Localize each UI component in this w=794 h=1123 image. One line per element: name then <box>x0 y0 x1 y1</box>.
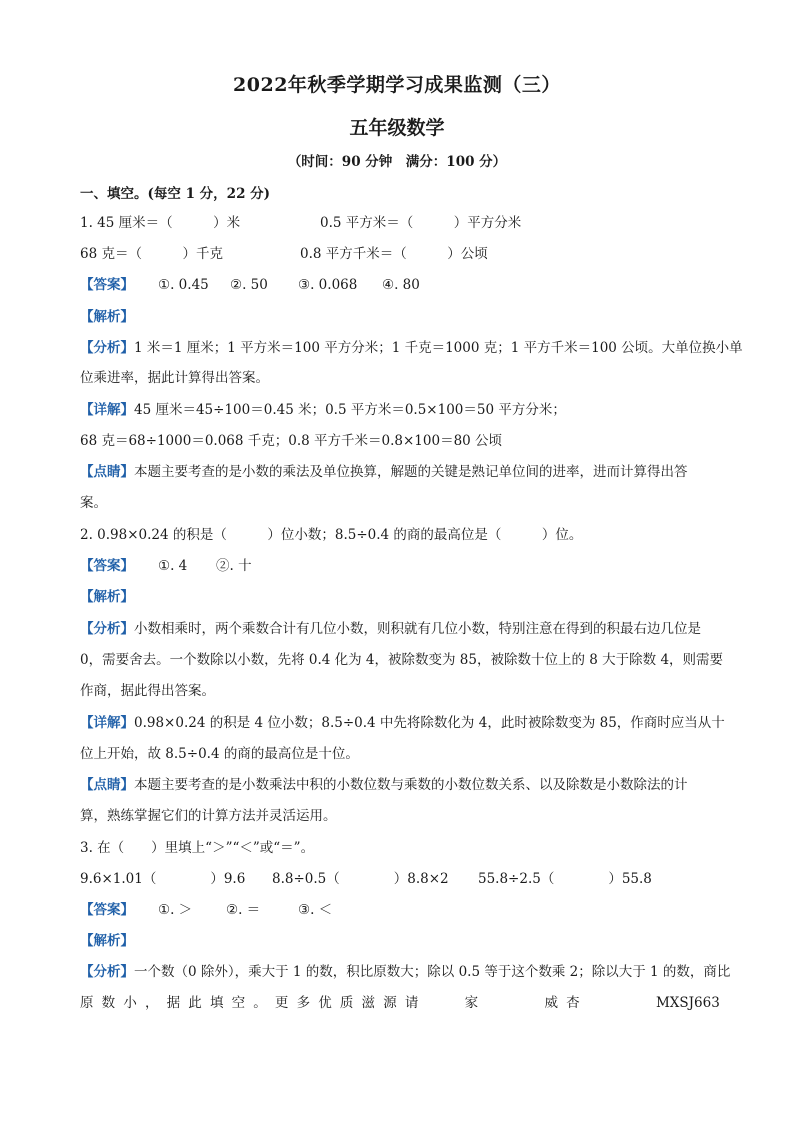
q3-item-b: 8.8÷0.5（ ）8.8×2 <box>272 871 449 887</box>
q2-question: 2. 0.98×0.24 的积是（ ）位小数；8.5÷0.4 的商的最高位是（ ）位。 <box>80 527 583 543</box>
q2-fenxi-line-1: 【分析】小数相乘时，两个乘数合计有几位小数，则积就有几位小数，特别注意在得到的积最右边几位是 <box>80 621 701 637</box>
word: 空 <box>231 995 246 1011</box>
page-title: 2022年秋季学期学习成果监测（三） <box>233 74 561 96</box>
word: 数 <box>101 995 116 1011</box>
q2-dianjing-line-1: 【点睛】本题主要考查的是小数乘法中积的小数位数与乘数的小数位数关系、以及除数是小数除法的计 <box>80 777 688 793</box>
word: ， <box>144 995 159 1011</box>
q3-answer-1: ①. ＞ <box>158 902 193 918</box>
q1-answer-3: ③. 0.068 <box>298 277 358 293</box>
word: 更 <box>274 995 289 1011</box>
q1-dianjing-line-2: 案。 <box>80 495 107 511</box>
q1-item-a: 1. 45 厘米＝（ ）米 <box>80 215 241 231</box>
q2-answer-1: ①. 4 <box>158 558 188 574</box>
word: 请 <box>404 995 419 1011</box>
q2-answer-tag: 【答案】 <box>80 558 134 574</box>
q1-answer-2: ②. 50 <box>230 277 268 293</box>
exam-meta: （时间：90 分钟 满分：100 分） <box>287 154 507 170</box>
q3-fenxi-line-1: 【分析】一个数（0 除外），乘大于 1 的数，积比原数大；除以 0.5 等于这个数乘 2；除以大于 1 的数，商比 <box>80 964 731 980</box>
q3-answer-tag: 【答案】 <box>80 902 134 918</box>
q1-answer-4: ④. 80 <box>382 277 420 293</box>
q3-answer-3: ③. ＜ <box>298 902 333 918</box>
q1-item-b: 0.5 平方米＝（ ）平方分米 <box>320 215 522 231</box>
word: 。 <box>253 995 267 1011</box>
q3-item-a: 9.6×1.01（ ）9.6 <box>80 871 246 887</box>
q3-item-c: 55.8÷2.5（ ）55.8 <box>478 871 652 887</box>
word: 此 <box>188 995 202 1011</box>
word: 原 <box>80 995 94 1011</box>
q2-xiangjie-line-2: 位上开始，故 8.5÷0.4 的商的最高位是十位。 <box>80 746 359 762</box>
q1-fenxi-line-2: 位乘进率，据此计算得出答案。 <box>80 370 269 386</box>
word: 多 <box>296 995 311 1011</box>
word: 滋 <box>361 995 376 1011</box>
section-heading: 一、填空。(每空 1 分，22 分) <box>80 186 271 202</box>
word: 优 <box>318 995 332 1011</box>
q2-fenxi-line-2: 0，需要舍去。一个数除以小数，先将 0.4 化为 4，被除数变为 85，被除数十位上的 8 大于除数 4，则需要 <box>80 652 724 668</box>
q1-analysis-tag: 【解析】 <box>80 309 134 325</box>
q1-answer-1: ①. 0.45 <box>158 277 209 293</box>
q1-xiangjie-line-2: 68 克＝68÷1000＝0.068 千克；0.8 平方千米＝0.8×100＝80 公顷 <box>80 433 503 449</box>
word: 质 <box>339 995 354 1011</box>
word: 杏 <box>566 995 580 1011</box>
word: 威 <box>544 995 558 1011</box>
q1-dianjing-line-1: 【点睛】本题主要考查的是小数的乘法及单位换算，解题的关键是熟记单位间的进率，进而计算得出答 <box>80 464 688 480</box>
q2-fenxi-line-3: 作商，据此得出答案。 <box>80 683 215 699</box>
q3-analysis-tag: 【解析】 <box>80 933 134 949</box>
q3-question: 3. 在（ ）里填上“＞”“＜”或“＝”。 <box>80 840 315 856</box>
q2-dianjing-line-2: 算，熟练掌握它们的计算方法并灵活运用。 <box>80 808 337 824</box>
q1-fenxi-line-1: 【分析】1 米＝1 厘米；1 平方米＝100 平方分米；1 千克＝1000 克；1 平方千米＝100 公顷。大单位换小单 <box>80 340 743 356</box>
q3-answer-2: ②. ＝ <box>226 902 261 918</box>
q1-xiangjie-line-1: 【详解】45 厘米＝45÷100＝0.45 米；0.5 平方米＝0.5×100＝50 平方分米； <box>80 402 566 418</box>
q1-answer-tag: 【答案】 <box>80 277 134 293</box>
q2-answer-2: ②. 十 <box>216 558 252 574</box>
q1-item-c: 68 克＝（ ）千克 <box>80 246 223 262</box>
q2-xiangjie-line-1: 【详解】0.98×0.24 的积是 4 位小数；8.5÷0.4 中先将除数化为 4，此时被除数变为 85，作商时应当从十 <box>80 715 725 731</box>
word: 小 <box>123 995 137 1011</box>
q1-item-d: 0.8 平方千米＝（ ）公顷 <box>300 246 488 262</box>
word: 家 <box>464 995 479 1011</box>
q3-fenxi-line-2 <box>80 993 720 1013</box>
word: 据 <box>166 995 181 1011</box>
page-subtitle: 五年级数学 <box>349 117 445 139</box>
watermark-code: MXSJ663 <box>655 995 720 1011</box>
q2-analysis-tag: 【解析】 <box>80 589 134 605</box>
word: 填 <box>209 995 224 1011</box>
word: 源 <box>383 995 397 1011</box>
